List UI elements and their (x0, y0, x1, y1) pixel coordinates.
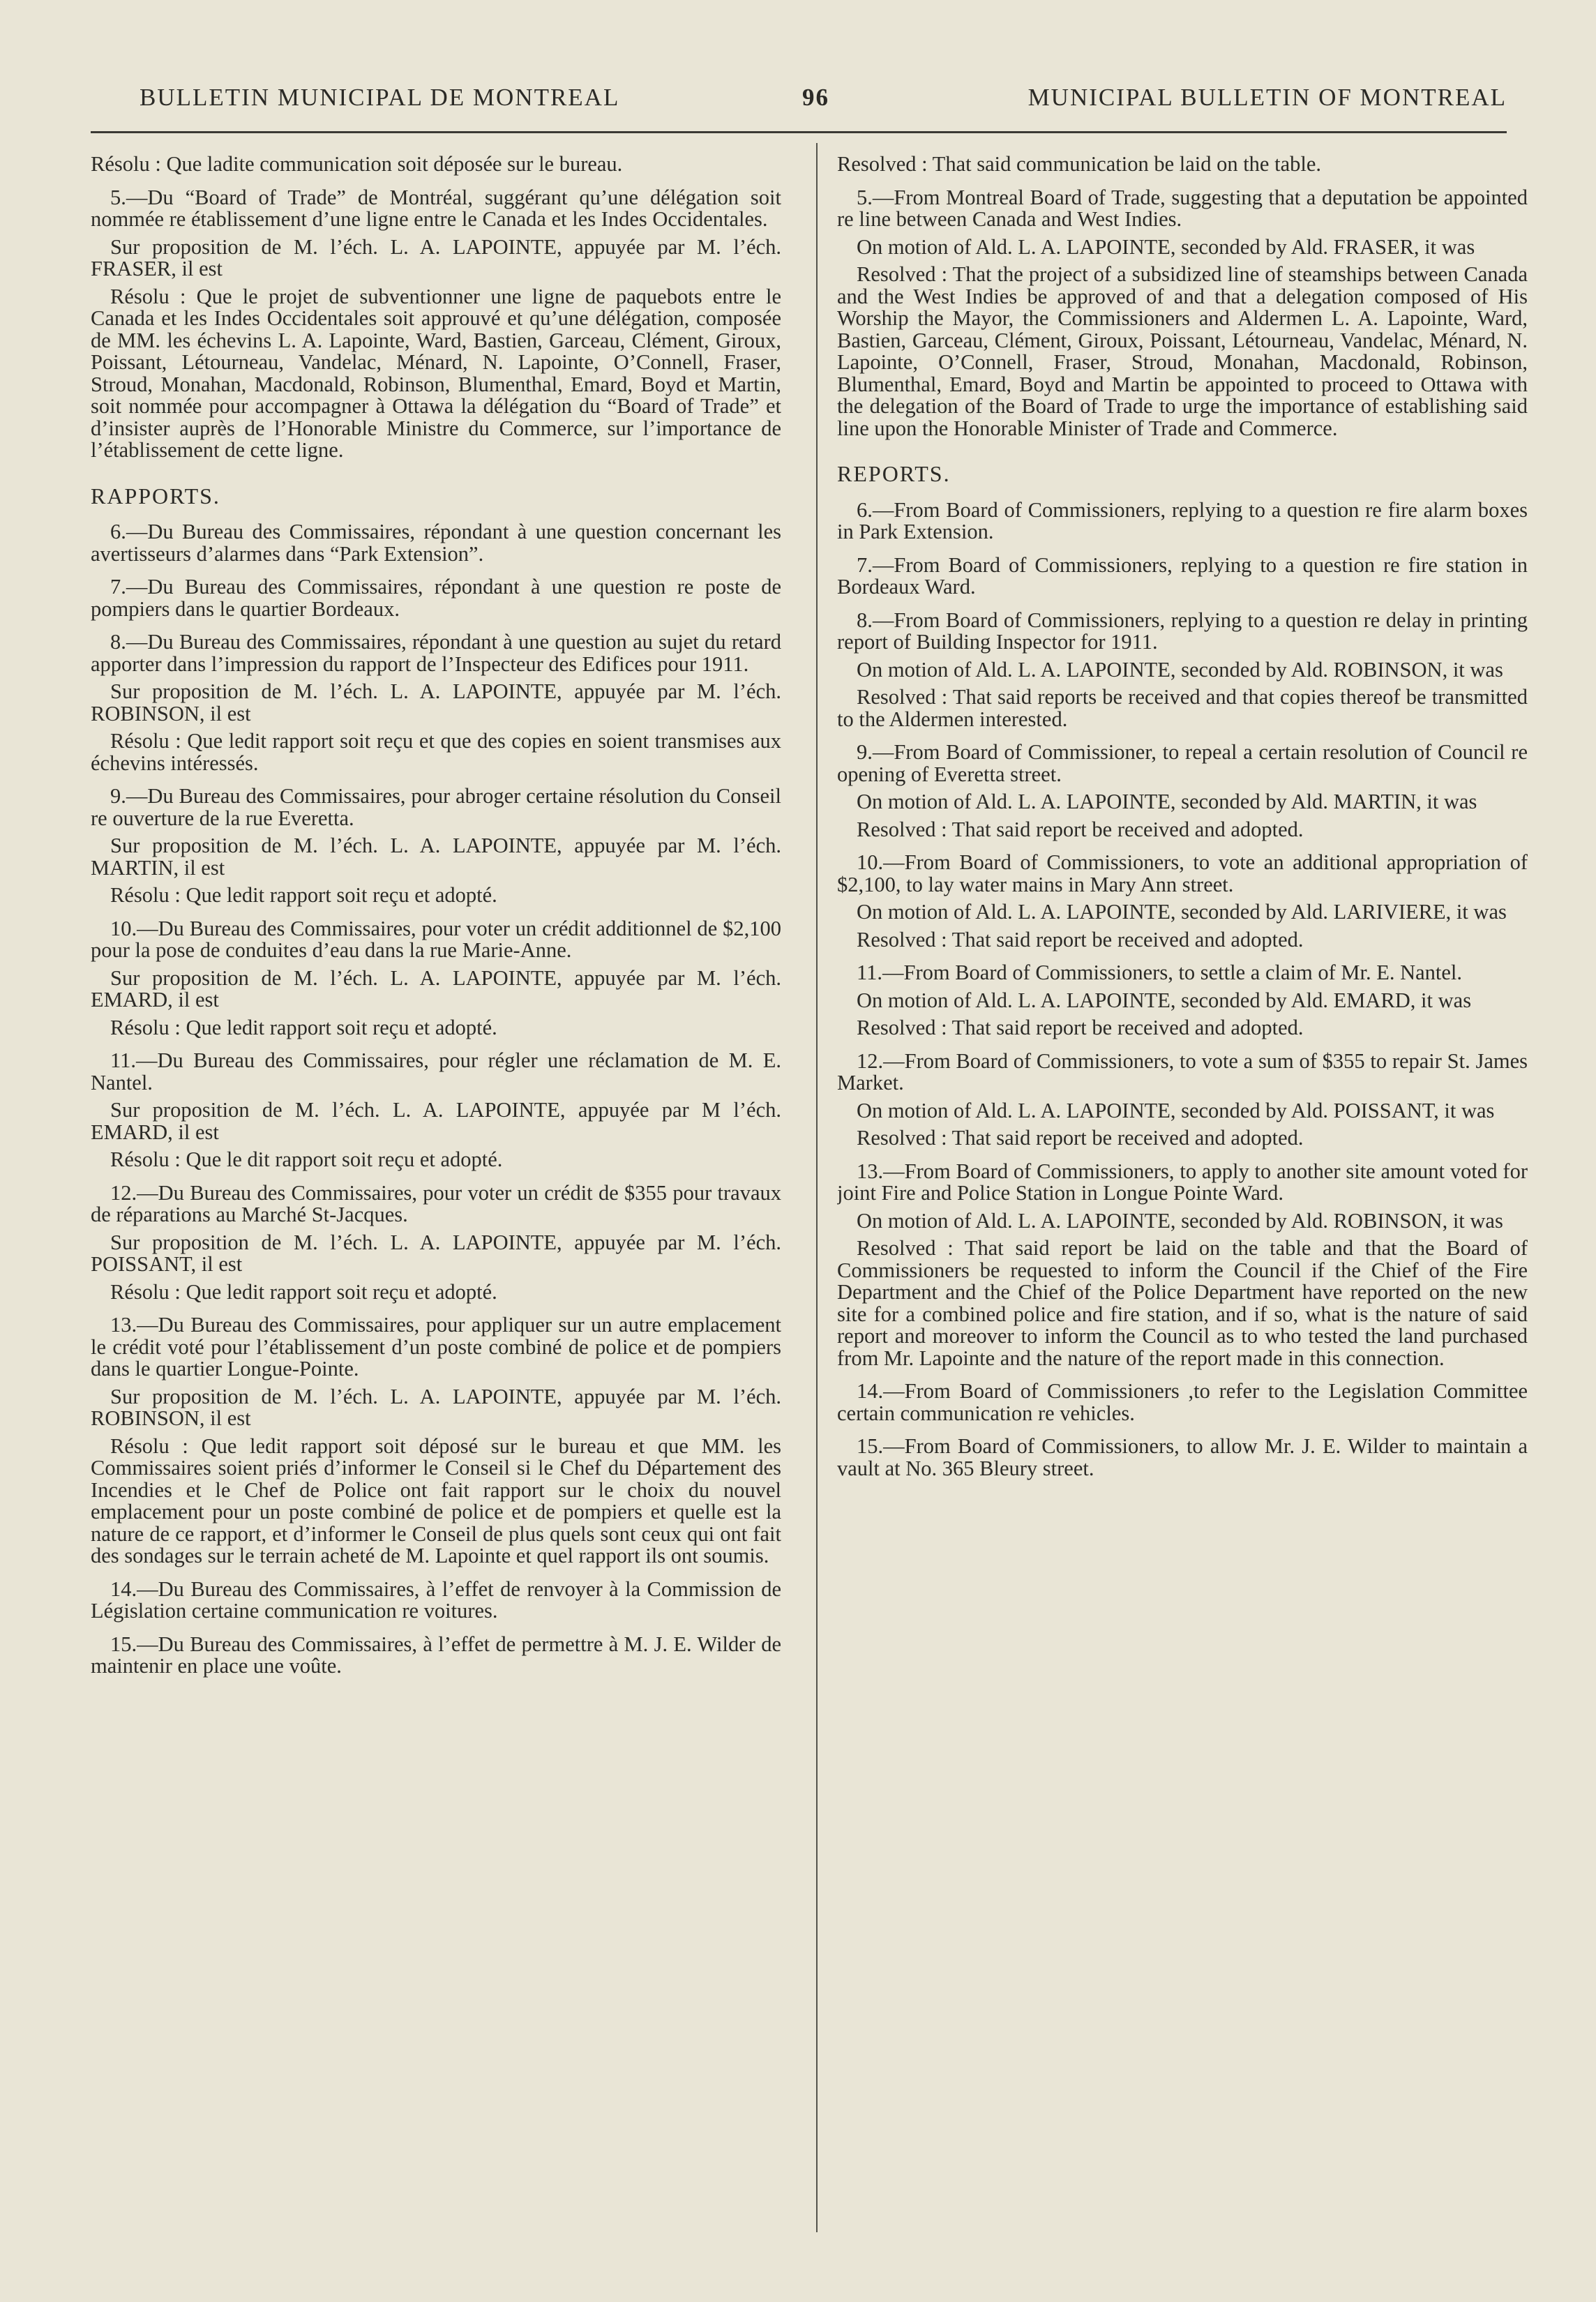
french-column (91, 153, 781, 2253)
paragraph: Résolu : Que ledit rapport soit reçu et adopté. (110, 883, 497, 907)
paragraph: 10.—Du Bureau des Commissaires, pour voter un crédit additionnel de $2,100 pour la pose de conduites d’eau dans la rue Marie-Anne. (91, 916, 781, 962)
page-header (84, 84, 1507, 126)
paragraph: On motion of Ald. L. A. LAPOINTE, seconded by Ald. EMARD, it was (857, 988, 1472, 1012)
header-title-english: MUNICIPAL BULLETIN OF MONTREAL (1027, 84, 1507, 111)
paragraph: Sur proposition de M. l’éch. L. A. LAPOINTE, appuyée par M. l’éch. FRASER, il est (91, 234, 781, 280)
paragraph: Sur proposition de M. l’éch. L. A. LAPOINTE, appuyée par M. l’éch. MARTIN, il est (91, 834, 781, 880)
paragraph: 8.—Du Bureau des Commissaires, répondant à une question au sujet du retard apporter dans l’impression du rapport de l’Inspecteur des Edifices pour 1911. (91, 630, 781, 676)
paragraph: 14.—From Board of Commissioners ,to refer to the Legislation Committee certain communication re vehicles. (837, 1379, 1528, 1425)
paragraph: 5.—From Montreal Board of Trade, suggesting that a deputation be appointed re line between Canada and West Indies. (837, 185, 1528, 231)
paragraph: Résolu : Que le dit rapport soit reçu et adopté. (110, 1148, 503, 1171)
paragraph: 7.—From Board of Commissioners, replying to a question re fire station in Bordeaux Ward. (837, 552, 1528, 599)
paragraph: 6.—Du Bureau des Commissaires, répondant à une question concernant les avertisseurs d’alarmes dans “Park Extension”. (91, 520, 781, 566)
paragraph: Sur proposition de M. l’éch. L. A. LAPOINTE, appuyée par M. l’éch. ROBINSON, il est (91, 1384, 781, 1430)
paragraph: 14.—Du Bureau des Commissaires, à l’effet de renvoyer à la Commission de Législation certaine communication re voitures. (91, 1577, 781, 1623)
english-column (837, 153, 1528, 2253)
paragraph: 9.—From Board of Commissioner, to repeal a certain resolution of Council re opening of Everetta street. (837, 740, 1528, 786)
reports-heading: REPORTS. (837, 461, 951, 486)
paragraph: Resolved : That said report be received and adopted. (857, 817, 1304, 841)
header-rule (91, 131, 1507, 133)
paragraph: 13.—From Board of Commissioners, to apply to another site amount voted for joint Fire and Police Station in Longue Pointe Ward. (837, 1159, 1528, 1205)
paragraph: On motion of Ald. L. A. LAPOINTE, seconded by Ald. ROBINSON, it was (857, 1208, 1503, 1233)
paragraph: 5.—Du “Board of Trade” de Montréal, suggérant qu’une délégation soit nommée re établissement d’une ligne entre le Canada et les Indes Occidentales. (91, 185, 781, 231)
paragraph: 7.—Du Bureau des Commissaires, répondant à une question re poste de pompiers dans le quartier Bordeaux. (91, 575, 781, 621)
paragraph: Resolved : That said report be received and adopted. (857, 1126, 1304, 1150)
paragraph: 9.—Du Bureau des Commissaires, pour abroger certaine résolution du Conseil re ouverture de la rue Everetta. (91, 784, 781, 830)
paragraph: 11.—Du Bureau des Commissaires, pour régler une réclamation de M. E. Nantel. (91, 1048, 781, 1094)
paragraph: Résolu : Que ledit rapport soit reçu et adopté. (110, 1279, 497, 1304)
paragraph: 8.—From Board of Commissioners, replying to a question re delay in printing report of Building Inspector for 1911. (837, 608, 1528, 654)
column-divider (816, 143, 818, 2232)
paragraph: Résolu : Que ledit rapport soit déposé sur le bureau et que MM. les Commissaires soient priés d’informer le Conseil si le Chef du Département des Incendies et le Chef de Police ont fait rapport sur le choix du nouvel emplacement pour un poste combiné de police et de pompiers et quelle est la nature de ce rapport, et d’informer le Conseil de plus quels sont ceux qui ont fait des sondages sur le terrain acheté de M. Lapointe et quel rapport ils ont soumis. (91, 1434, 781, 1567)
paragraph: Résolu : Que ledit rapport soit reçu et que des copies en soient transmises aux échevins intéressés. (91, 729, 781, 775)
paragraph: 10.—From Board of Commissioners, to vote an additional appropriation of $2,100, to lay water mains in Mary Ann street. (837, 850, 1528, 896)
paragraph: 15.—From Board of Commissioners, to allow Mr. J. E. Wilder to maintain a vault at No. 365 Bleury street. (837, 1434, 1528, 1480)
paragraph: 13.—Du Bureau des Commissaires, pour appliquer sur un autre emplacement le crédit voté pour l’établissement d’un poste combiné de police et de pompiers dans le quartier Longue-Pointe. (91, 1313, 781, 1381)
bulletin-page (84, 63, 1528, 2267)
page-number: 96 (802, 84, 829, 111)
paragraph: Sur proposition de M. l’éch. L. A. LAPOINTE, appuyée par M. l’éch. POISSANT, il est (91, 1230, 781, 1276)
header-title-french: BULLETIN MUNICIPAL DE MONTREAL (140, 84, 620, 111)
paragraph: On motion of Ald. L. A. LAPOINTE, seconded by Ald. LARIVIERE, it was (857, 900, 1507, 924)
paragraph: Sur proposition de M. l’éch. L. A. LAPOINTE, appuyée par M. l’éch. EMARD, il est (91, 965, 781, 1011)
paragraph: Résolu : Que ledit rapport soit reçu et adopté. (110, 1015, 497, 1039)
paragraph: Resolved : That the project of a subsidized line of steamships between Canada and the West Indies be approved of and that a delegation composed of His Worship the Mayor, the Commissioners and Aldermen L. A. Lapointe, Ward, Bastien, Garceau, Clément, Giroux, Poissant, Létourneau, Vandelac, Ménard, N. Lapointe, O’Connell, Fraser, Stroud, Monahan, Macdonald, Robinson, Blumenthal, Emard, Boyd and Martin be appointed to proceed to Ottawa with the delegation of the Board of Trade to urge the importance of establishing said line upon the Honorable Minister of Trade and Commerce. (837, 262, 1528, 440)
paragraph: On motion of Ald. L. A. LAPOINTE, seconded by Ald. ROBINSON, it was (857, 657, 1503, 682)
paragraph: 11.—From Board of Commissioners, to settle a claim of Mr. E. Nantel. (857, 961, 1462, 984)
paragraph: On motion of Ald. L. A. LAPOINTE, seconded by Ald. POISSANT, it was (857, 1098, 1495, 1122)
paragraph: Resolved : That said reports be received and that copies thereof be transmitted to the Aldermen interested. (837, 685, 1528, 731)
paragraph: On motion of Ald. L. A. LAPOINTE, seconded by Ald. MARTIN, it was (857, 790, 1477, 813)
paragraph: Sur proposition de M. l’éch. L. A. LAPOINTE, appuyée par M l’éch. EMARD, il est (91, 1098, 781, 1144)
paragraph: Resolved : That said communication be laid on the table. (837, 153, 1321, 176)
paragraph: 6.—From Board of Commissioners, replying to a question re fire alarm boxes in Park Extension. (837, 497, 1528, 543)
reports-heading: RAPPORTS. (91, 483, 220, 509)
paragraph: 15.—Du Bureau des Commissaires, à l’effet de permettre à M. J. E. Wilder de maintenir en place une voûte. (91, 1632, 781, 1678)
paragraph: Resolved : That said report be received and adopted. (857, 1016, 1304, 1039)
paragraph: Résolu : Que le projet de subventionner une ligne de paquebots entre le Canada et les Indes Occidentales soit approuvé et qu’une délégation, composée de MM. les échevins L. A. Lapointe, Ward, Bastien, Garceau, Clément, Giroux, Poissant, Létourneau, Vandelac, Ménard, N. Lapointe, O’Connell, Fraser, Stroud, Monahan, Macdonald, Robinson, Blumenthal, Emard, Boyd et Martin, soit nommée pour accompagner à Ottawa la délégation du “Board of Trade” et d’insister auprès de l’Honorable Ministre du Commerce, sur l’importance de l’établissement de cette ligne. (91, 284, 781, 462)
paragraph: 12.—Du Bureau des Commissaires, pour voter un crédit de $355 pour travaux de réparations au Marché St-Jacques. (91, 1180, 781, 1226)
paragraph: Resolved : That said report be laid on the table and that the Board of Commissioners be requested to inform the Council if the Chief of the Fire Department and the Chief of the Police Department have reported on the new site for a combined police and fire station, and if so, what is the nature of said report and moreover to inform the Council as to who tested the land purchased from Mr. Lapointe and the nature of the report made in this connection. (837, 1236, 1528, 1370)
paragraph: Sur proposition de M. l’éch. L. A. LAPOINTE, appuyée par M. l’éch. ROBINSON, il est (91, 679, 781, 725)
paragraph: Résolu : Que ladite communication soit déposée sur le bureau. (91, 153, 623, 176)
paragraph: On motion of Ald. L. A. LAPOINTE, seconded by Ald. FRASER, it was (857, 234, 1475, 259)
paragraph: Resolved : That said report be received and adopted. (857, 927, 1304, 951)
paragraph: 12.—From Board of Commissioners, to vote a sum of $355 to repair St. James Market. (837, 1048, 1528, 1094)
